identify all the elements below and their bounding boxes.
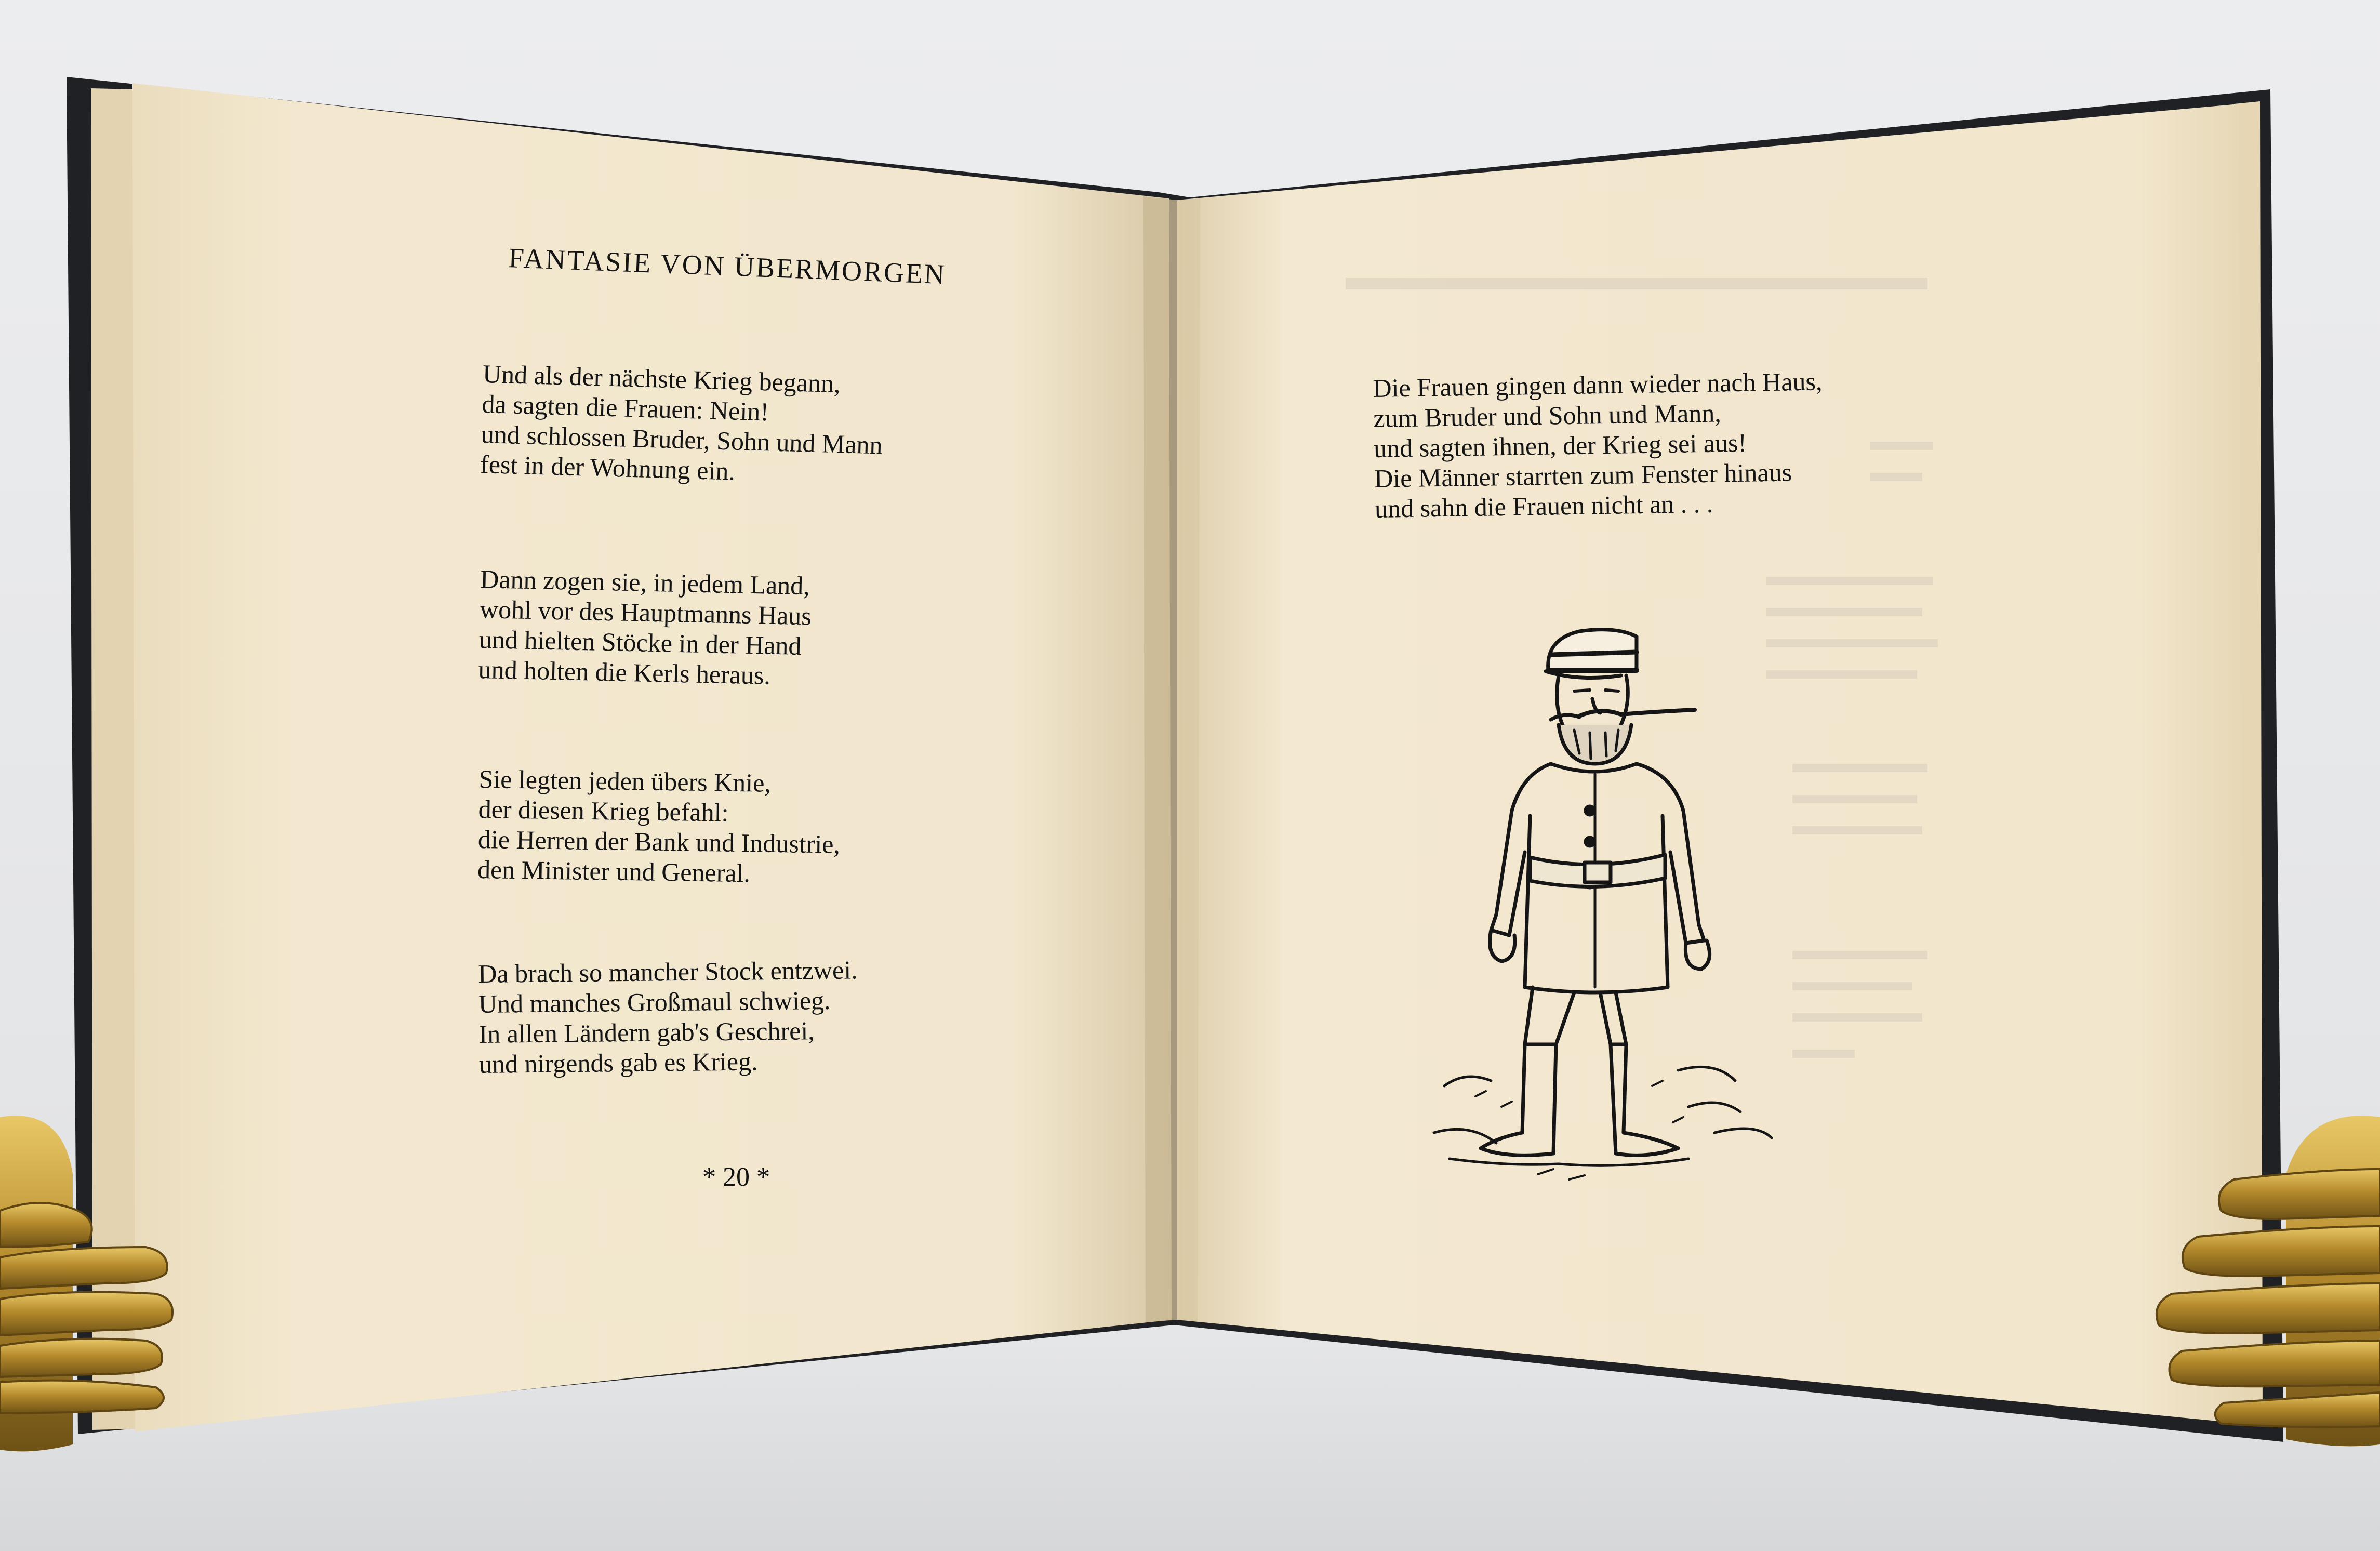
poem-title: FANTASIE VON ÜBERMORGEN — [508, 242, 947, 290]
poem-line: der diesen Krieg befahl: — [478, 794, 729, 827]
poem-line: Und als der nächste Krieg begann, — [482, 359, 841, 399]
poem-line: Die Frauen gingen dann wieder nach Haus, — [1373, 366, 1823, 403]
right-stanza-1 — [1373, 366, 1824, 524]
left-stanza-1 — [480, 359, 885, 490]
poem-line: Da brach so mancher Stock entzwei. — [478, 955, 858, 988]
poem-line: zum Bruder und Sohn und Mann, — [1373, 398, 1722, 433]
left-stanza-2 — [478, 564, 813, 691]
poem-line: wohl vor des Hauptmanns Haus — [479, 594, 812, 631]
left-stanza-3 — [477, 764, 841, 890]
poem-line: die Herren der Bank und Industrie, — [477, 824, 841, 859]
left-stanza-4 — [478, 955, 859, 1079]
poem-line: In allen Ländern gab's Geschrei, — [478, 1016, 815, 1049]
poem-line: und sahn die Frauen nicht an . . . — [1374, 488, 1713, 523]
poem-line: Sie legten jeden übers Knie, — [478, 764, 772, 798]
poem-line: und schlossen Bruder, Sohn und Mann — [481, 419, 883, 460]
gutter-shadow — [1143, 196, 1177, 1322]
page-number: * 20 * — [702, 1162, 770, 1192]
poem-line: da sagten die Frauen: Nein! — [481, 389, 769, 427]
poem-line: und hielten Stöcke in der Hand — [478, 624, 802, 660]
left-page — [132, 83, 1172, 1431]
poem-line: und nirgends gab es Krieg. — [478, 1046, 758, 1079]
poem-line: und holten die Kerls heraus. — [478, 654, 771, 690]
poem-line: Dann zogen sie, in jedem Land, — [480, 564, 810, 601]
poem-line: Die Männer starrten zum Fenster hinaus — [1374, 457, 1792, 493]
poem-line: fest in der Wohnung ein. — [480, 449, 736, 486]
right-page — [1177, 104, 2244, 1424]
poem-line: Und manches Großmaul schwieg. — [478, 985, 831, 1018]
poem-line: den Minister und General. — [477, 854, 751, 888]
poem-line: und sagten ihnen, der Krieg sei aus! — [1373, 428, 1747, 463]
left-page-edge — [91, 88, 136, 1430]
